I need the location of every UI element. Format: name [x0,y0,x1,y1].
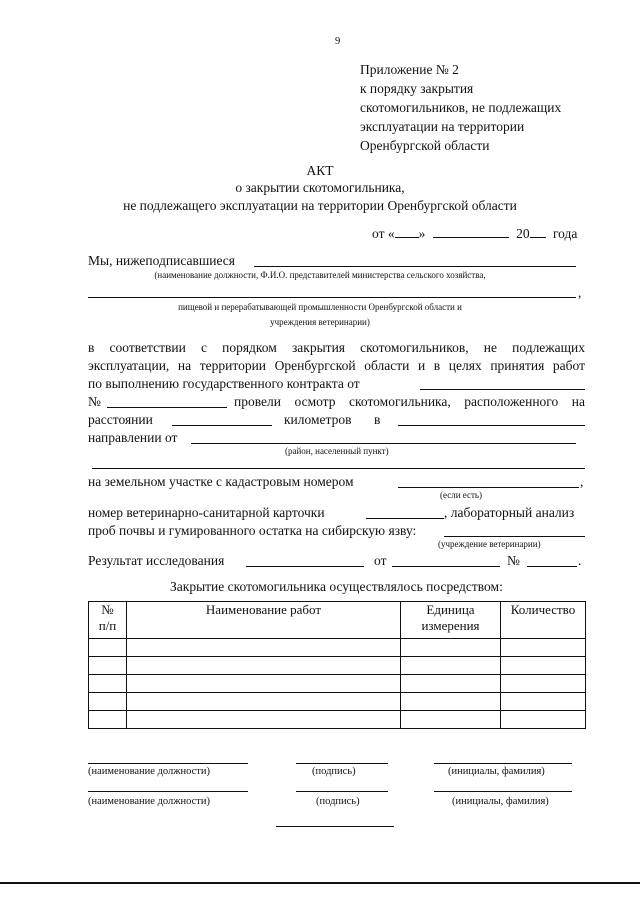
appendix-line: к порядку закрытия [360,81,474,96]
date-from-label: от « [372,226,395,241]
table-row [89,675,586,693]
table-row [89,657,586,675]
date-close-quote: » [418,226,426,241]
lab-analysis-label: , лабораторный анализ [444,505,575,520]
undersigned-field-2[interactable] [88,297,576,298]
header-line: Наименование работ [205,602,322,617]
appendix-line: Оренбургской области [360,138,490,153]
final-divider [276,826,394,827]
year-field[interactable] [530,226,546,238]
table-cell[interactable] [401,711,501,729]
page-number: 9 [335,36,341,47]
table-cell[interactable] [401,639,501,657]
table-cell[interactable] [89,639,127,657]
col-works-header [127,602,401,639]
cadastral-number-field[interactable] [398,487,579,488]
signature-line-1[interactable] [296,763,388,764]
vet-card-label: номер ветеринарно-санитарной карточки [88,505,325,520]
body-line-2: эксплуатации, на территории Оренбургской области и в целях принятия работ [88,358,585,373]
position-line-2[interactable] [88,791,248,792]
hint-signature-2: (подпись) [316,796,360,807]
table-cell[interactable] [401,657,501,675]
hint-undersigned-3: учреждения ветеринарии) [270,317,370,327]
table-cell[interactable] [89,693,127,711]
document-subtitle-1: о закрытии скотомогильника, [235,180,405,195]
col-unit-header [401,602,501,639]
header-line: Количество [510,602,576,617]
table-cell[interactable] [501,639,586,657]
table-header-row [89,602,586,639]
hint-name-2: (инициалы, фамилия) [452,796,549,807]
table-row [89,711,586,729]
body-line-1: в соответствии с порядком закрытия скотомогильников, не подлежащих [88,340,585,355]
location-field[interactable] [191,443,576,444]
signature-line-2[interactable] [296,791,388,792]
header-line: измерения [421,618,480,633]
vet-institution-field[interactable] [444,536,585,537]
appendix-line: эксплуатации на территории [360,119,525,134]
hint-signature-1: (подпись) [312,766,356,777]
cadastral-label: на земельном участке с кадастровым номером [88,474,354,489]
in-label: в [374,412,381,427]
header-line: п/п [98,618,117,633]
appendix-line: Приложение № 2 [360,62,459,77]
year-prefix: 20 [516,226,530,241]
body-line-3: по выполнению государственного контракта от [88,376,360,391]
vet-card-number-field[interactable] [366,518,444,519]
table-cell[interactable] [127,711,401,729]
hint-undersigned-2: пищевой и перерабатывающей промышленности Оренбургской области и [178,302,462,312]
document-title: АКТ [306,163,334,178]
cadastral-comma: , [580,474,584,489]
table-cell[interactable] [401,693,501,711]
table-cell[interactable] [127,639,401,657]
hint-vet-institution: (учреждение ветеринарии) [438,539,541,549]
hint-undersigned-1: (наименование должности, Ф.И.О. представителей министерства сельского хозяйства, [154,270,486,280]
table-cell[interactable] [127,675,401,693]
samples-label: проб почвы и гумированного остатка на сибирскую язву: [88,523,417,538]
distance-field[interactable] [172,425,272,426]
table-row [89,639,586,657]
col-quantity-header [501,602,586,639]
month-field[interactable] [433,226,509,238]
table-cell[interactable] [401,675,501,693]
location-field-2[interactable] [92,468,585,469]
direction-from-label: направлении от [88,430,178,445]
hint-position-2: (наименование должности) [88,796,211,807]
undersigned-field[interactable] [254,266,576,267]
table-cell[interactable] [127,657,401,675]
result-period: . [578,553,582,568]
table-cell[interactable] [89,711,127,729]
table-cell[interactable] [501,675,586,693]
table-cell[interactable] [501,711,586,729]
contract-date-field[interactable] [420,389,585,390]
direction-field[interactable] [398,425,585,426]
hint-name-1: (инициалы, фамилия) [448,766,545,777]
result-number-sign: № [507,553,520,568]
contract-number-field[interactable] [107,407,227,408]
result-label: Результат исследования [88,553,225,568]
closure-heading: Закрытие скотомогильника осуществлялось посредством: [170,579,503,594]
date-line [372,226,577,242]
result-from-label: от [374,553,387,568]
result-field[interactable] [246,566,364,567]
hint-district: (район, населенный пункт) [285,446,389,456]
appendix-line: скотомогильников, не подлежащих [360,100,562,115]
result-number-field[interactable] [527,566,577,567]
header-line: № [101,602,114,617]
appendix-block [360,60,561,155]
distance-label: расстоянии [88,412,153,427]
name-line-2[interactable] [434,791,572,792]
document-subtitle-2: не подлежащего эксплуатации на территории Оренбургской области [123,198,517,213]
number-sign: № [88,394,101,409]
position-line-1[interactable] [88,763,248,764]
col-number-header [89,602,127,639]
page-bottom-rule [0,882,640,884]
header-line: Единица [426,602,475,617]
table-cell[interactable] [89,657,127,675]
works-table [88,601,586,729]
day-field[interactable] [395,226,419,238]
name-line-1[interactable] [434,763,572,764]
hint-position-1: (наименование должности) [88,766,211,777]
result-date-field[interactable] [392,566,500,567]
table-cell[interactable] [89,675,127,693]
body-line-4: провели осмотр скотомогильника, расположенного на [234,394,585,409]
table-cell[interactable] [127,693,401,711]
km-label: километров [284,412,352,427]
table-cell[interactable] [501,657,586,675]
undersigned-label: Мы, нижеподписавшиеся [88,253,235,268]
table-row [89,693,586,711]
table-cell[interactable] [501,693,586,711]
year-word: года [552,226,578,241]
comma: , [578,285,582,300]
hint-if-any: (если есть) [440,490,483,500]
